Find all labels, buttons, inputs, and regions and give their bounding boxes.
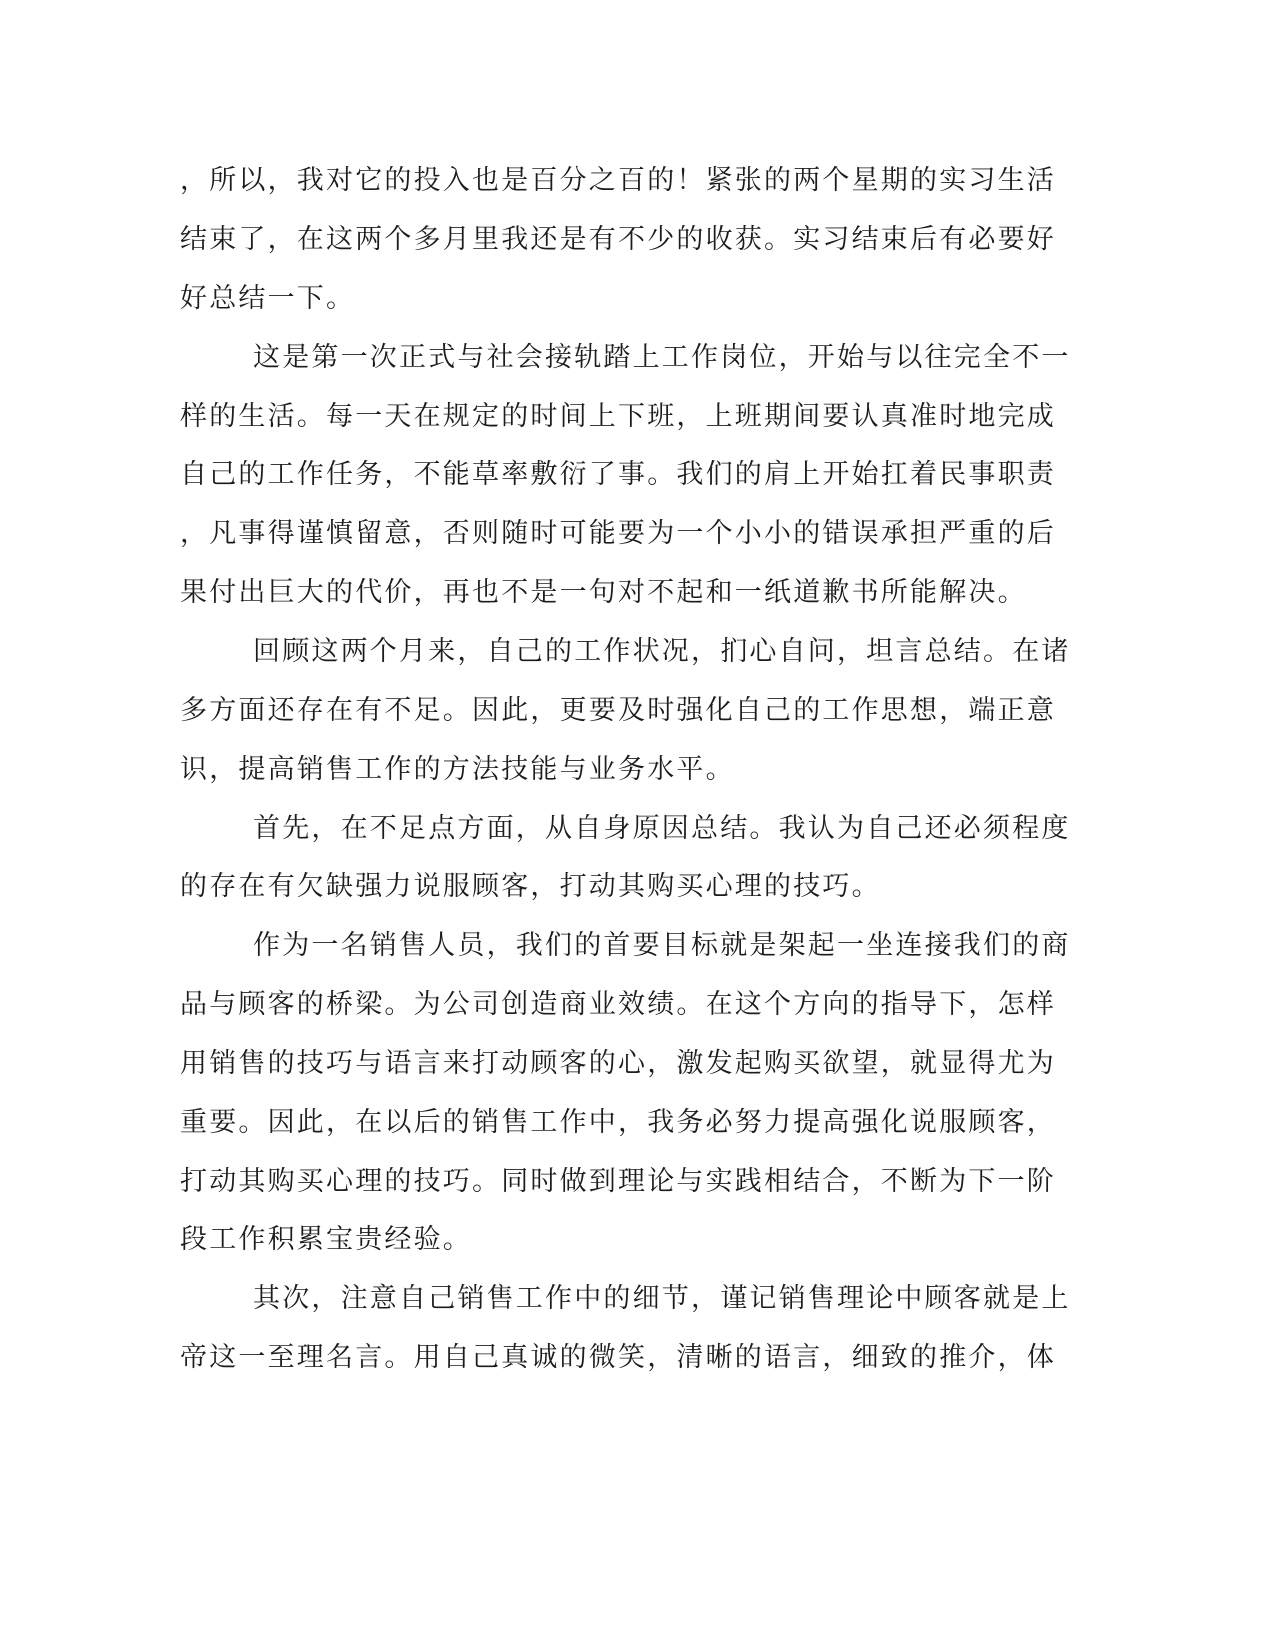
text-line: 果付出巨大的代价，再也不是一句对不起和一纸道歉书所能解决。 [180,577,1027,608]
text-line: 回顾这两个月来，自己的工作状况，扪心自问，坦言总结。在诸 [253,636,1071,667]
text-line: 自己的工作任务，不能草率敷衍了事。我们的肩上开始扛着民事职责 [180,459,1056,490]
text-line: 的存在有欠缺强力说服顾客，打动其购买心理的技巧。 [180,871,881,902]
text-line: ，所以，我对它的投入也是百分之百的！紧张的两个星期的实习生活 [180,165,1056,196]
text-line: 重要。因此，在以后的销售工作中，我务必努力提高强化说服顾客， [180,1107,1056,1138]
text-line: ，凡事得谨慎留意，否则随时可能要为一个小小的错误承担严重的后 [180,518,1056,549]
text-line: 用销售的技巧与语言来打动顾客的心，激发起购买欲望，就显得尤为 [180,1048,1056,1079]
text-line: 作为一名销售人员，我们的首要目标就是架起一坐连接我们的商 [253,930,1071,961]
text-line: 其次，注意自己销售工作中的细节，谨记销售理论中顾客就是上 [253,1283,1071,1314]
text-line: 段工作积累宝贵经验。 [180,1224,472,1255]
text-line: 多方面还存在有不足。因此，更要及时强化自己的工作思想，端正意 [180,695,1056,726]
text-line: 帝这一至理名言。用自己真诚的微笑，清晰的语言，细致的推介，体 [180,1342,1056,1373]
text-line: 首先，在不足点方面，从自身原因总结。我认为自己还必须程度 [253,813,1071,844]
text-line: 样的生活。每一天在规定的时间上下班，上班期间要认真准时地完成 [180,401,1056,432]
text-line: 打动其购买心理的技巧。同时做到理论与实践相结合，不断为下一阶 [180,1166,1056,1197]
text-line: 识，提高销售工作的方法技能与业务水平。 [180,754,735,785]
text-line: 好总结一下。 [180,283,356,314]
text-line: 品与顾客的桥梁。为公司创造商业效绩。在这个方向的指导下，怎样 [180,989,1056,1020]
text-line: 结束了，在这两个多月里我还是有不少的收获。实习结束后有必要好 [180,224,1056,255]
text-line: 这是第一次正式与社会接轨踏上工作岗位，开始与以往完全不一 [253,342,1071,373]
